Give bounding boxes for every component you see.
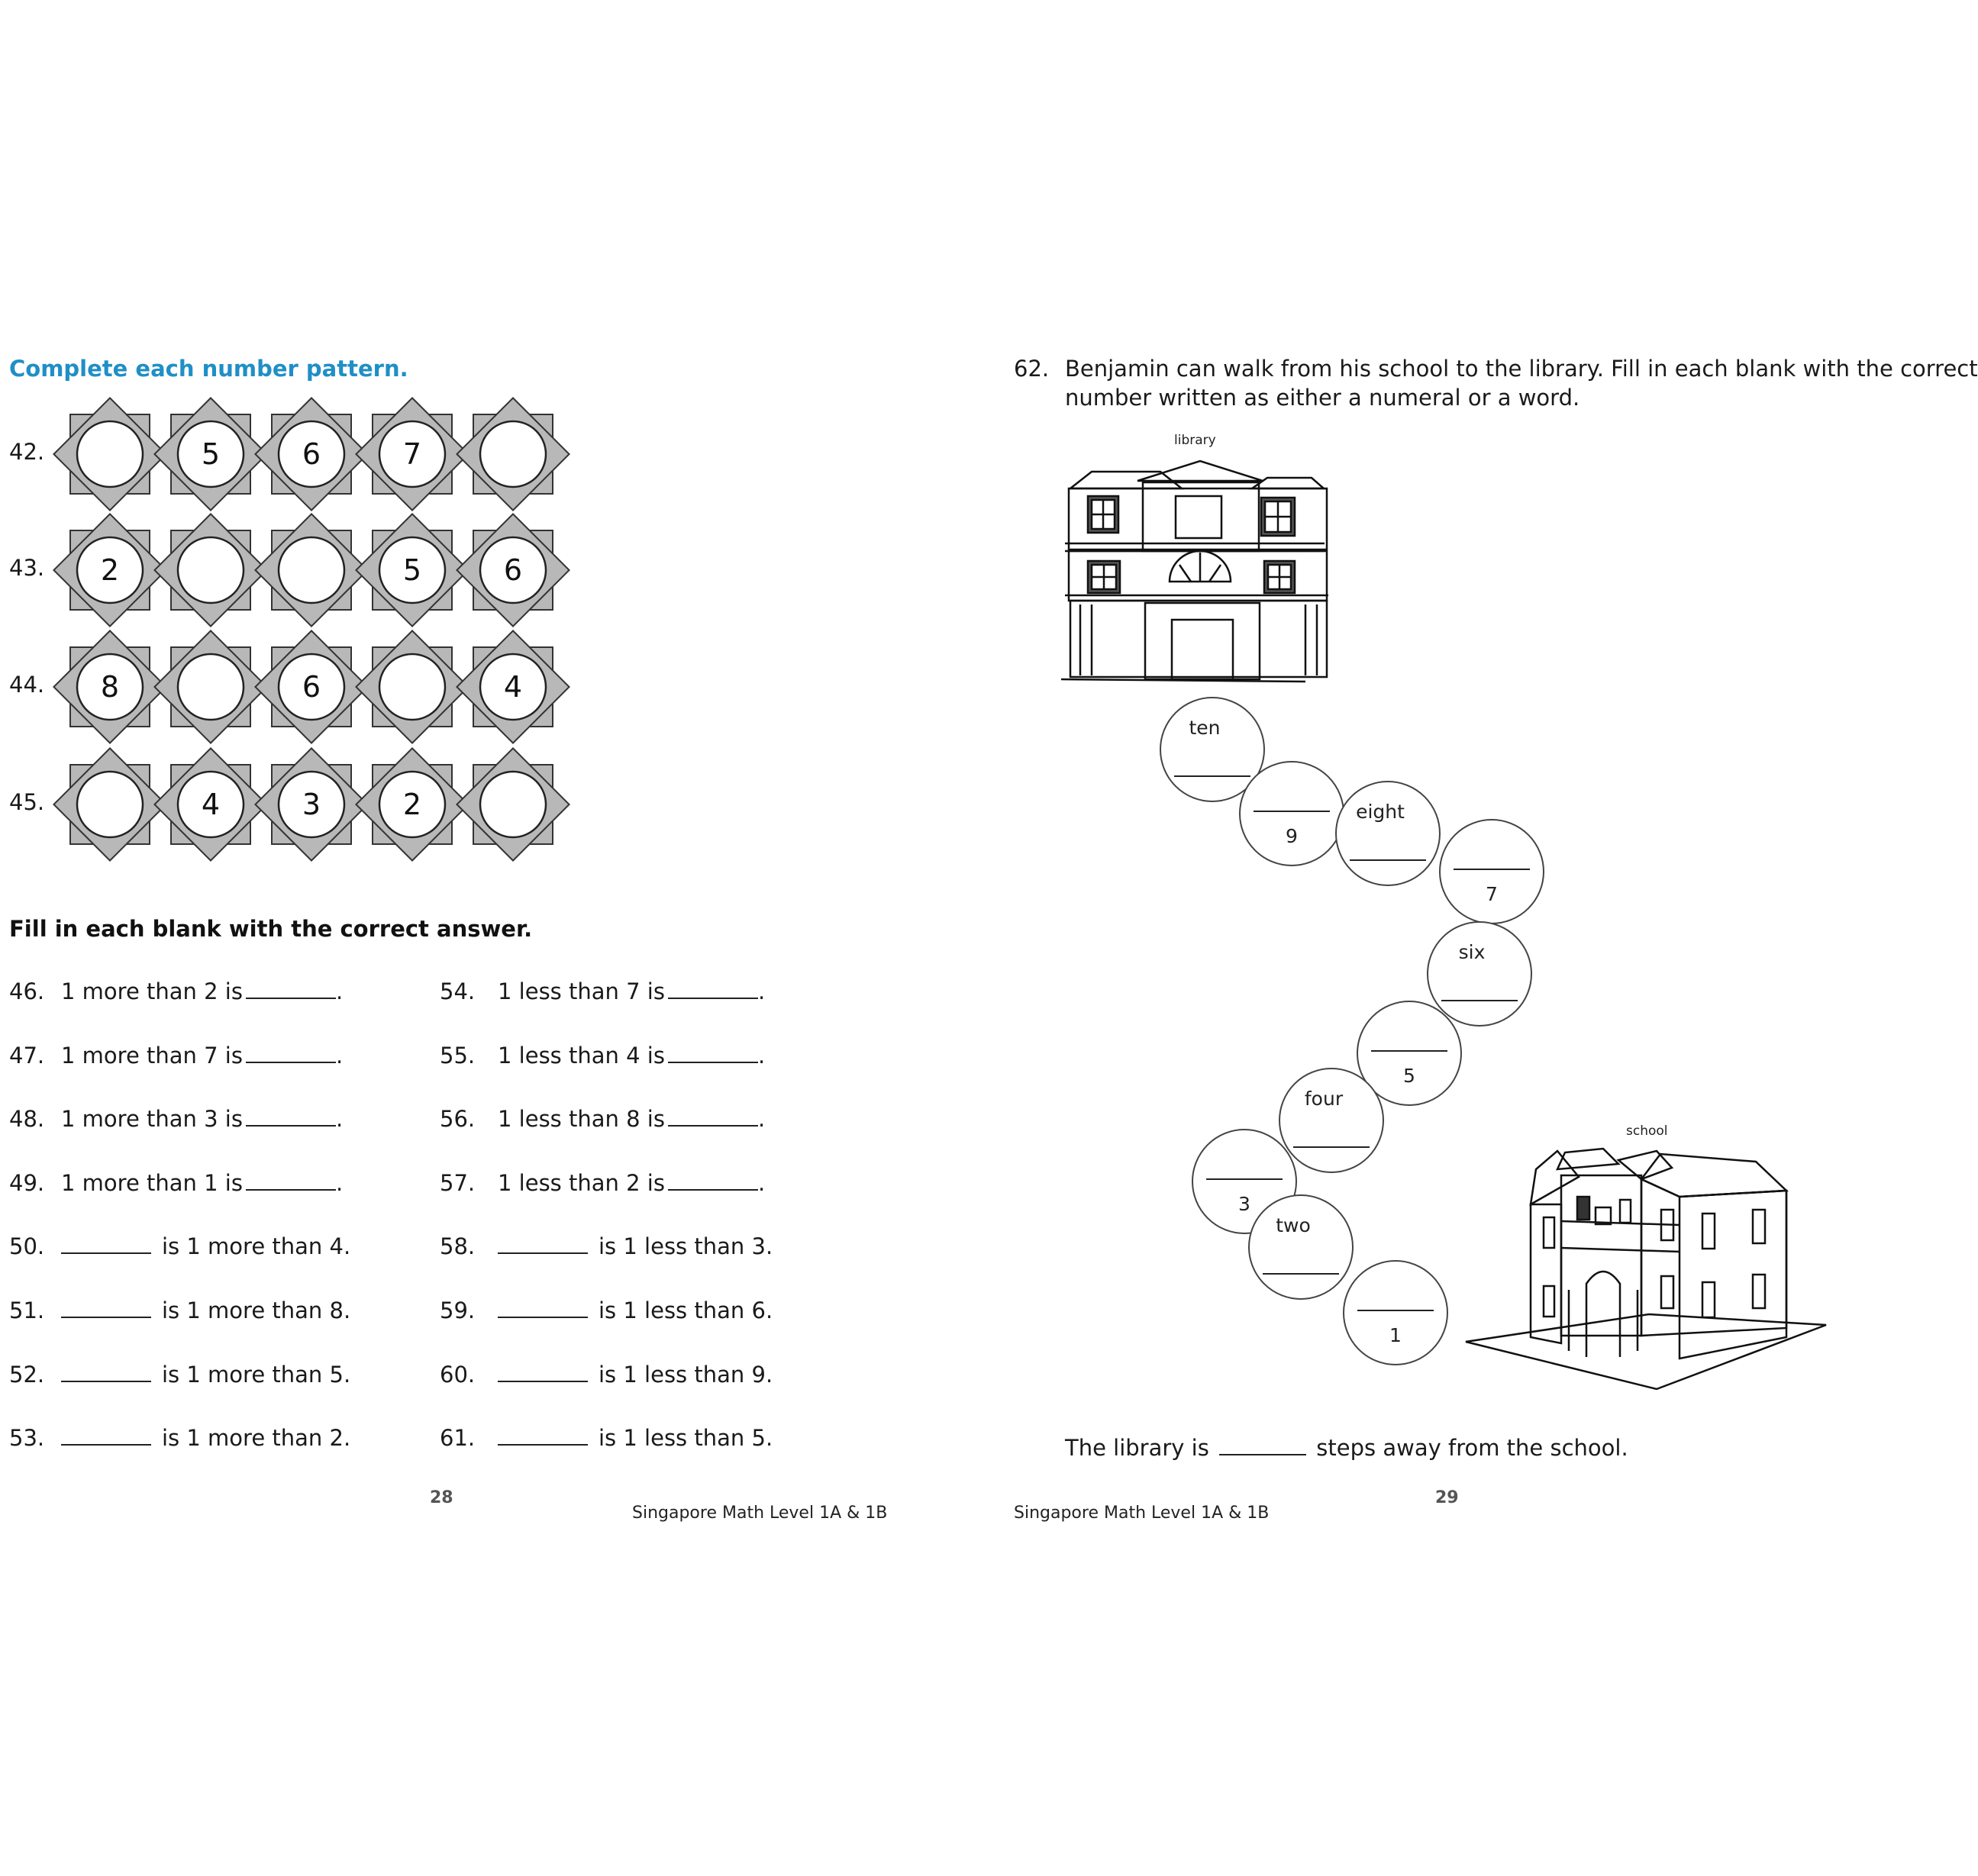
pattern-circle[interactable] (480, 421, 546, 487)
question-number: 52. (9, 1362, 45, 1388)
pattern-row (0, 513, 534, 627)
answer-blank[interactable] (61, 1316, 151, 1318)
question-text (61, 1233, 350, 1259)
question-end: . (335, 1170, 344, 1196)
question-number: 51. (9, 1297, 45, 1323)
pattern-star (255, 748, 367, 860)
step-label: 1 (1389, 1324, 1402, 1346)
question-number: 50. (9, 1233, 45, 1259)
question-end: . (757, 1043, 766, 1069)
question-prompt: 1 more than 2 is (61, 978, 243, 1004)
answer-blank[interactable] (668, 1188, 758, 1191)
step-label: eight (1356, 801, 1405, 823)
pattern-value: 5 (201, 437, 221, 471)
pattern-row (0, 747, 534, 862)
question-text (61, 1170, 343, 1196)
question-text (498, 1043, 765, 1069)
answer-blank[interactable] (498, 1252, 588, 1254)
pattern-circle[interactable] (77, 772, 143, 837)
answer-blank[interactable] (1219, 1453, 1306, 1455)
pattern-star (356, 630, 468, 743)
answer-blank[interactable] (246, 1124, 336, 1127)
pattern-star (154, 514, 266, 626)
question-number: 46. (9, 978, 45, 1004)
pattern-star (457, 748, 569, 860)
question-text (498, 1106, 765, 1132)
question-text (61, 1043, 343, 1069)
answer-blank[interactable] (498, 1443, 588, 1446)
pattern-number: 43. (9, 555, 45, 581)
pattern-number: 44. (9, 672, 45, 698)
answer-before: The library is (1065, 1435, 1209, 1461)
pattern-value: 4 (503, 670, 523, 704)
question-prompt: 1 less than 2 is (498, 1170, 665, 1196)
question-text (498, 1362, 773, 1388)
question-prompt: is 1 more than 5. (162, 1362, 351, 1388)
answer-blank[interactable] (246, 1188, 336, 1191)
pattern-circle[interactable] (480, 772, 546, 837)
pattern-star (255, 398, 367, 510)
pattern-value: 8 (100, 670, 120, 704)
pattern-value: 6 (302, 670, 321, 704)
pattern-circle[interactable] (379, 654, 445, 720)
question-number: 58. (440, 1233, 476, 1259)
pattern-star (53, 748, 166, 860)
pattern-star (154, 398, 266, 510)
pattern-star (154, 630, 266, 743)
answer-after: steps away from the school. (1316, 1435, 1628, 1461)
question-end: . (335, 1043, 344, 1069)
question-number: 49. (9, 1170, 45, 1196)
step-label: two (1276, 1214, 1311, 1236)
pattern-star (53, 514, 166, 626)
question-number: 57. (440, 1170, 476, 1196)
pattern-value: 2 (100, 553, 120, 587)
fill-heading: Fill in each blank with the correct answer. (9, 916, 533, 942)
question-number: 48. (9, 1106, 45, 1132)
step-circles (1160, 698, 1544, 1365)
question-number: 60. (440, 1362, 476, 1388)
step-label: ten (1189, 717, 1221, 739)
question-text (498, 1297, 773, 1323)
pattern-value: 2 (402, 788, 422, 821)
question-number: 54. (440, 978, 476, 1004)
pattern-value: 7 (402, 437, 422, 471)
answer-blank[interactable] (61, 1252, 151, 1254)
question-prompt: 1 more than 7 is (61, 1043, 243, 1069)
pattern-star (356, 514, 468, 626)
school-illustration (1466, 1149, 1826, 1389)
answer-blank[interactable] (668, 1061, 758, 1063)
question-end: . (757, 978, 766, 1004)
step-circle (1240, 762, 1344, 865)
step-label: four (1304, 1088, 1344, 1110)
pattern-star (53, 630, 166, 743)
question-number: 59. (440, 1297, 476, 1323)
question-prompt: is 1 less than 9. (599, 1362, 773, 1388)
question-prompt: is 1 less than 3. (599, 1233, 773, 1259)
question-number: 47. (9, 1043, 45, 1069)
pattern-number: 42. (9, 439, 45, 465)
pattern-value: 5 (402, 553, 422, 587)
right-page-footer: Singapore Math Level 1A & 1B (1014, 1504, 1270, 1523)
answer-blank[interactable] (668, 997, 758, 999)
pattern-value: 6 (302, 437, 321, 471)
question-number: 55. (440, 1043, 476, 1069)
pattern-heading: Complete each number pattern. (9, 356, 408, 382)
step-label: six (1458, 941, 1486, 963)
pattern-circle[interactable] (178, 537, 244, 603)
question-prompt: is 1 less than 5. (599, 1425, 773, 1451)
question-number: 61. (440, 1425, 476, 1451)
step-label: 9 (1286, 825, 1298, 847)
question-text (498, 978, 765, 1004)
question-end: . (757, 1106, 766, 1132)
answer-blank[interactable] (498, 1316, 588, 1318)
pattern-value: 6 (503, 553, 523, 587)
pattern-star (154, 748, 266, 860)
question-end: . (757, 1170, 766, 1196)
question-text (61, 1425, 350, 1451)
question-number: 56. (440, 1106, 476, 1132)
pattern-star (457, 398, 569, 510)
answer-blank[interactable] (61, 1380, 151, 1382)
step-circle (1440, 820, 1544, 923)
question-text (498, 1233, 773, 1259)
step-label: 7 (1486, 883, 1498, 905)
pattern-star (255, 514, 367, 626)
step-label: 5 (1403, 1065, 1415, 1087)
pattern-star (356, 748, 468, 860)
question-text (61, 978, 343, 1004)
question-number: 53. (9, 1425, 45, 1451)
path-illustration (1023, 412, 1863, 1481)
library-illustration (1061, 461, 1328, 682)
pattern-circle[interactable] (178, 654, 244, 720)
question-end: . (335, 978, 344, 1004)
question-prompt: 1 less than 8 is (498, 1106, 665, 1132)
question-text (61, 1362, 350, 1388)
answer-sentence (1065, 1435, 1628, 1461)
library-label: library (1174, 433, 1216, 448)
question-prompt: 1 less than 4 is (498, 1043, 665, 1069)
pattern-value: 4 (201, 788, 221, 821)
step-circle (1428, 922, 1531, 1026)
pattern-star (255, 630, 367, 743)
question-text (61, 1297, 350, 1323)
pattern-value: 3 (302, 788, 321, 821)
step-circle (1344, 1261, 1447, 1365)
pattern-star (457, 514, 569, 626)
school-label: school (1626, 1123, 1668, 1139)
step-circle (1336, 782, 1440, 885)
answer-blank[interactable] (246, 997, 336, 999)
question-end: . (335, 1106, 344, 1132)
answer-blank[interactable] (61, 1443, 151, 1446)
left-page-number: 28 (430, 1488, 453, 1507)
question-prompt: 1 more than 1 is (61, 1170, 243, 1196)
step-label: 3 (1238, 1193, 1250, 1215)
pattern-number: 45. (9, 789, 45, 815)
answer-blank[interactable] (668, 1124, 758, 1127)
question-prompt: is 1 more than 4. (162, 1233, 351, 1259)
step-circle (1279, 1069, 1383, 1172)
pattern-star (356, 398, 468, 510)
question-prompt: is 1 less than 6. (599, 1297, 773, 1323)
question-text (498, 1170, 765, 1196)
question-62-text-line2: number written as either a numeral or a word. (1065, 385, 1580, 411)
right-page-number: 29 (1435, 1488, 1459, 1507)
question-prompt: 1 less than 7 is (498, 978, 665, 1004)
answer-blank[interactable] (246, 1061, 336, 1063)
pattern-star (53, 398, 166, 510)
question-62-number: 62. (1014, 356, 1050, 382)
answer-blank[interactable] (498, 1380, 588, 1382)
step-circle (1249, 1195, 1353, 1299)
pattern-star (457, 630, 569, 743)
question-text (61, 1106, 343, 1132)
question-text (498, 1425, 773, 1451)
left-page-footer: Singapore Math Level 1A & 1B (632, 1504, 888, 1523)
pattern-row (0, 397, 534, 511)
question-prompt: is 1 more than 2. (162, 1425, 351, 1451)
pattern-circle[interactable] (279, 537, 344, 603)
pattern-circle[interactable] (77, 421, 143, 487)
question-prompt: 1 more than 3 is (61, 1106, 243, 1132)
pattern-row (0, 630, 534, 744)
question-62-text-line1: Benjamin can walk from his school to the library. Fill in each blank with the correct (1065, 356, 1978, 382)
question-prompt: is 1 more than 8. (162, 1297, 351, 1323)
